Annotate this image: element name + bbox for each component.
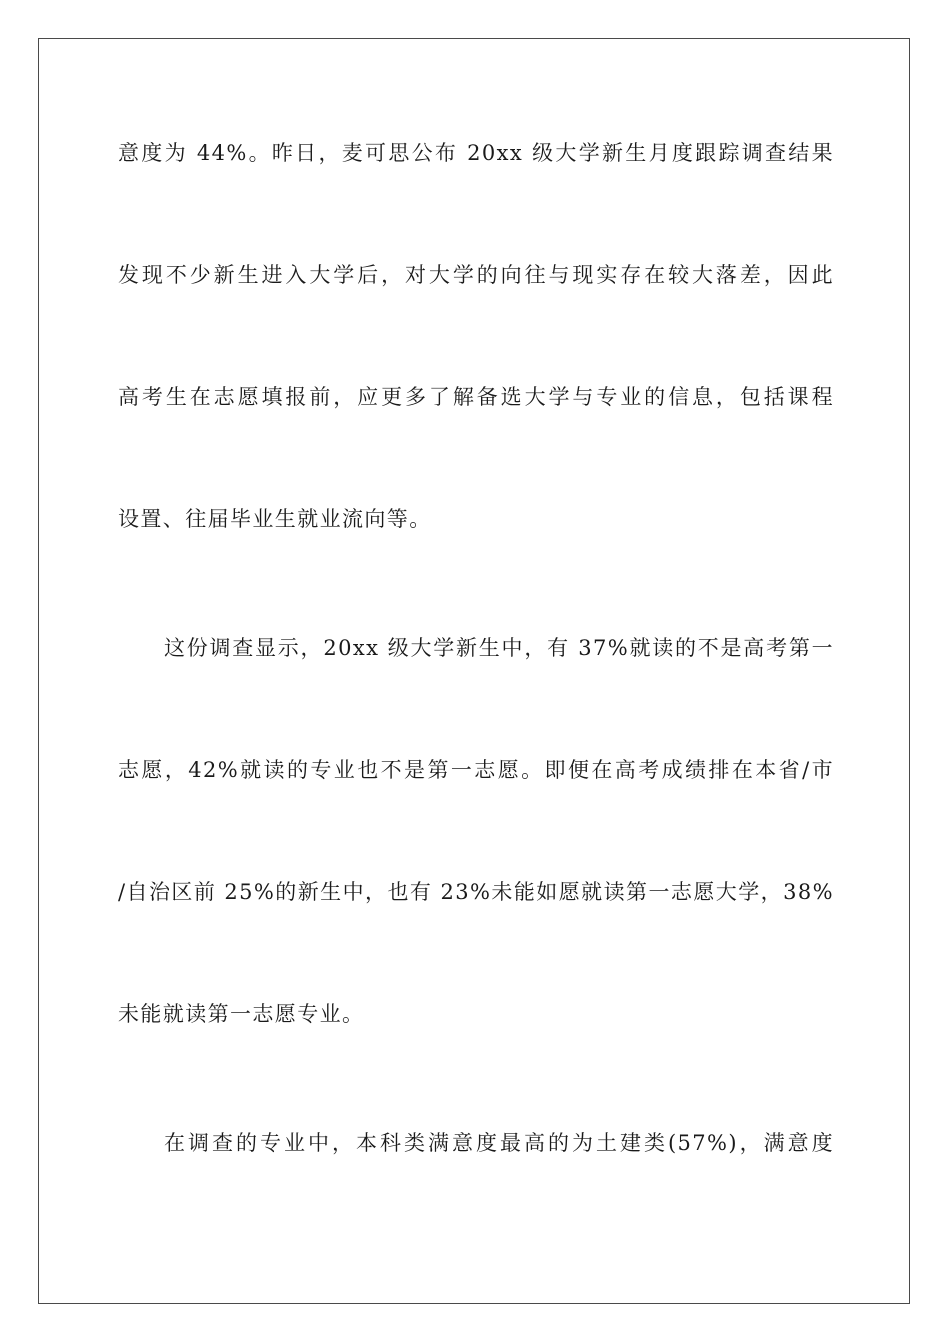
text-line-3: 高考生在志愿填报前，应更多了解备选大学与专业的信息，包括课程: [118, 385, 834, 409]
paragraph-2-line-2: 志愿，42%就读的专业也不是第一志愿。即便在高考成绩排在本省/市: [118, 758, 834, 782]
text-line-4: 设置、往届毕业生就业流向等。: [118, 507, 432, 531]
paragraph-2-line-4: 未能就读第一志愿专业。: [118, 1002, 365, 1026]
paragraph-2-line-1: 这份调查显示，20xx 级大学新生中，有 37%就读的不是高考第一: [164, 636, 834, 660]
page-border: [38, 38, 910, 1304]
text-line-2: 发现不少新生进入大学后，对大学的向往与现实存在较大落差，因此: [118, 263, 834, 287]
text-line-1: 意度为 44%。昨日，麦可思公布 20xx 级大学新生月度跟踪调查结果: [118, 141, 834, 165]
paragraph-3-line-1: 在调查的专业中，本科类满意度最高的为土建类(57%)，满意度: [164, 1131, 834, 1155]
paragraph-2-line-3: /自治区前 25%的新生中，也有 23%未能如愿就读第一志愿大学，38%: [118, 880, 834, 904]
